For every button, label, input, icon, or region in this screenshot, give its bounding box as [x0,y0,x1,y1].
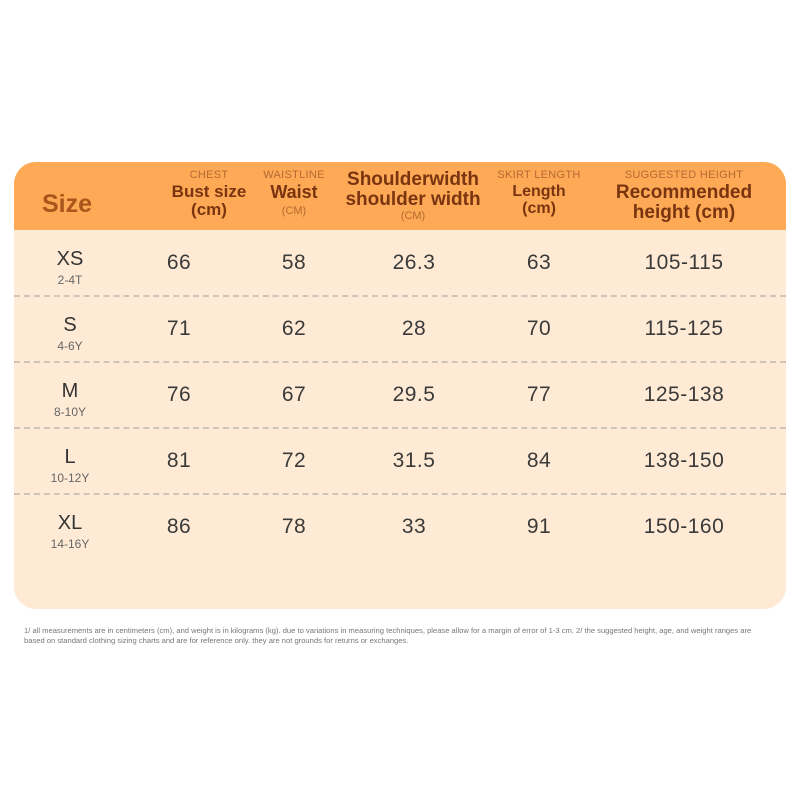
height-value: 115-125 [644,317,724,340]
length-value: 91 [526,515,552,538]
table-row [14,362,786,429]
waist-value: 58 [281,251,307,274]
shoulder-value: 28 [401,317,427,340]
length-value: 70 [526,317,552,340]
age-label: 4-6Y [57,339,83,353]
size-label: S [63,314,77,336]
size-cell [34,230,106,295]
shoulder-value: 26.3 [392,251,436,274]
size-label: XS [56,248,84,270]
size-cell [34,296,106,361]
table-header [14,162,786,230]
bust-value: 81 [166,449,192,472]
bust-value: 71 [166,317,192,340]
age-label: 2-4T [57,273,83,287]
height-column-header: SUGGESTED HEIGHT Recommended height (cm) [615,169,753,223]
waist-value: 67 [281,383,307,406]
size-cell [34,428,106,493]
table-row [14,230,786,297]
waist-column-header: WAISTLINE Waist (CM) [263,169,325,217]
bust-value: 76 [166,383,192,406]
length-column-header: SKIRT LENGTH Length (cm) [497,169,581,217]
waist-value: 72 [281,449,307,472]
measurement-footnote: 1/ all measurements are in centimeters (cm), and weight is in kilograms (kg). due to variations in measuring techniques, please allow for a margin of error of 1-3 cm. 2/ the suggested height, age, and weight ranges are based on standard clothing sizing charts and are for reference only. they are not grounds for returns or exchanges. [24,626,752,645]
size-chart-table [14,162,786,609]
age-label: 10-12Y [50,471,90,485]
height-value: 138-150 [643,449,725,472]
age-label: 14-16Y [50,537,90,551]
length-value: 63 [526,251,552,274]
size-cell [34,494,106,559]
size-column-header: Size [42,190,93,218]
bust-value: 86 [166,515,192,538]
length-value: 84 [526,449,552,472]
shoulder-value: 29.5 [392,383,436,406]
length-value: 77 [526,383,552,406]
table-row [14,296,786,363]
height-value: 125-138 [643,383,725,406]
bust-value: 66 [166,251,192,274]
waist-value: 78 [281,515,307,538]
size-cell [34,362,106,427]
shoulder-value: 31.5 [392,449,436,472]
waist-value: 62 [281,317,307,340]
bust-column-header: CHEST Bust size (cm) [171,169,247,219]
size-label: L [64,446,76,468]
table-row [14,428,786,495]
height-value: 150-160 [643,515,725,538]
height-value: 105-115 [644,251,724,274]
table-row [14,494,786,559]
size-label: M [61,380,79,402]
shoulder-value: 33 [401,515,427,538]
shoulder-column-header: Shoulderwidth shoulder width (CM) [345,169,481,222]
age-label: 8-10Y [53,405,87,419]
size-label: XL [57,512,83,534]
